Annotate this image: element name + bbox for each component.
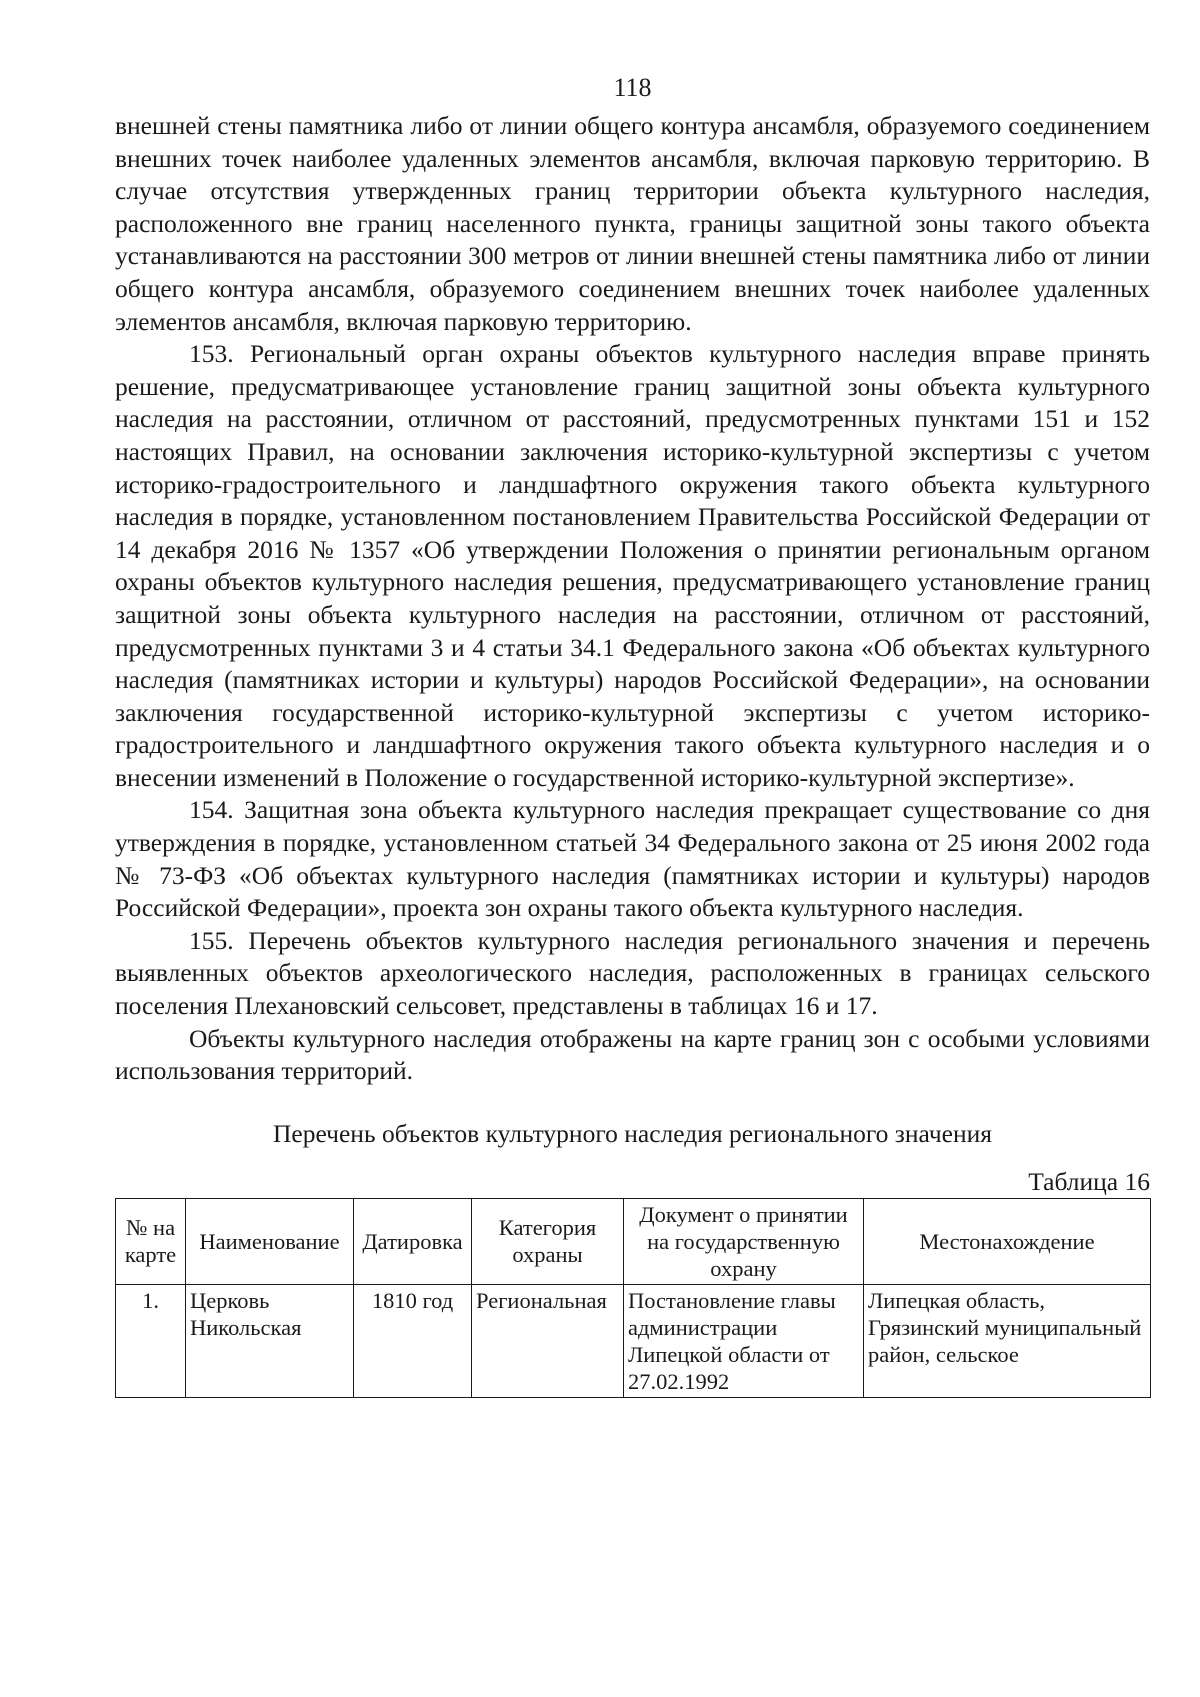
header-category: Категория охраны — [472, 1198, 624, 1284]
table-header-row — [116, 1198, 1151, 1284]
table-section-title: Перечень объектов культурного наследия регионального значения — [273, 1118, 992, 1148]
table-row — [116, 1284, 1151, 1397]
heritage-objects-table — [115, 1198, 1151, 1398]
page-number: 118 — [613, 73, 652, 102]
header-location: Местонахождение — [864, 1198, 1151, 1284]
header-number: № на карте — [116, 1198, 186, 1284]
cell-location: Липецкая область, Грязинский муниципальный район, сельское — [864, 1284, 1151, 1397]
cell-name: Церковь Никольская — [186, 1284, 354, 1397]
cell-dating: 1810 год — [354, 1284, 472, 1397]
paragraph-153: 153. Региональный орган охраны объектов культурного наследия вправе принять решение, предусматривающее установление границ защитной зоны объекта культурного наследия на расстоянии, отличном от расстояний, предусмотренных пунктами 151 и 152 настоящих Правил, на основании заключения историко-культурной экспертизы с учетом историко-градостроительного и ландшафтного окружения такого объекта культурного наследия в порядке, установленном постановлением Правительства Российской Федерации от 14 декабря 2016 № 1357 «Об утверждении Положения о принятии региональным органом охраны объектов культурного наследия решения, предусматривающего установление границ защитной зоны объекта культурного наследия на расстоянии, отличном от расстояний, предусмотренных пунктами 3 и 4 статьи 34.1 Федерального закона «Об объектах культурного наследия (памятниках истории и культуры) народов Российской Федерации», на основании заключения государственной историко-культурной экспертизы с учетом историко-градостроительного и ландшафтного окружения такого объекта культурного наследия и о внесении изменений в Положение о государственной историко-культурной экспертизе». — [115, 339, 1150, 792]
header-dating: Датировка — [354, 1198, 472, 1284]
cell-category: Региональная — [472, 1284, 624, 1397]
header-document: Документ о принятии на государственную охрану — [624, 1198, 864, 1284]
header-name: Наименование — [186, 1198, 354, 1284]
body-text — [115, 110, 1150, 1088]
paragraph-continuation: внешней стены памятника либо от линии общего контура ансамбля, образуемого соединением внешних точек наиболее удаленных элементов ансамбля, включая парковую территорию. В случае отсутствия утвержденных границ территории объекта культурного наследия, расположенного вне границ населенного пункта, границы защитной зоны такого объекта устанавливаются на расстоянии 300 метров от линии внешней стены памятника либо от линии общего контура ансамбля, образуемого соединением внешних точек наиболее удаленных элементов ансамбля, включая парковую территорию. — [115, 111, 1150, 336]
cell-number: 1. — [116, 1284, 186, 1397]
table-label: Таблица 16 — [1028, 1166, 1150, 1196]
paragraph-map-note: Объекты культурного наследия отображены на карте границ зон с особыми условиями использования территорий. — [115, 1023, 1150, 1086]
cell-document: Постановление главы администрации Липецкой области от 27.02.1992 — [624, 1284, 864, 1397]
paragraph-154: 154. Защитная зона объекта культурного наследия прекращает существование со дня утверждения в порядке, установленном статьей 34 Федерального закона от 25 июня 2002 года № 73-ФЗ «Об объектах культурного наследия (памятниках истории и культуры) народов Российской Федерации», проекта зон охраны такого объекта культурного наследия. — [115, 795, 1150, 923]
paragraph-155: 155. Перечень объектов культурного наследия регионального значения и перечень выявленных объектов археологического наследия, расположенных в границах сельского поселения Плехановский сельсовет, представлены в таблицах 16 и 17. — [115, 925, 1150, 1021]
